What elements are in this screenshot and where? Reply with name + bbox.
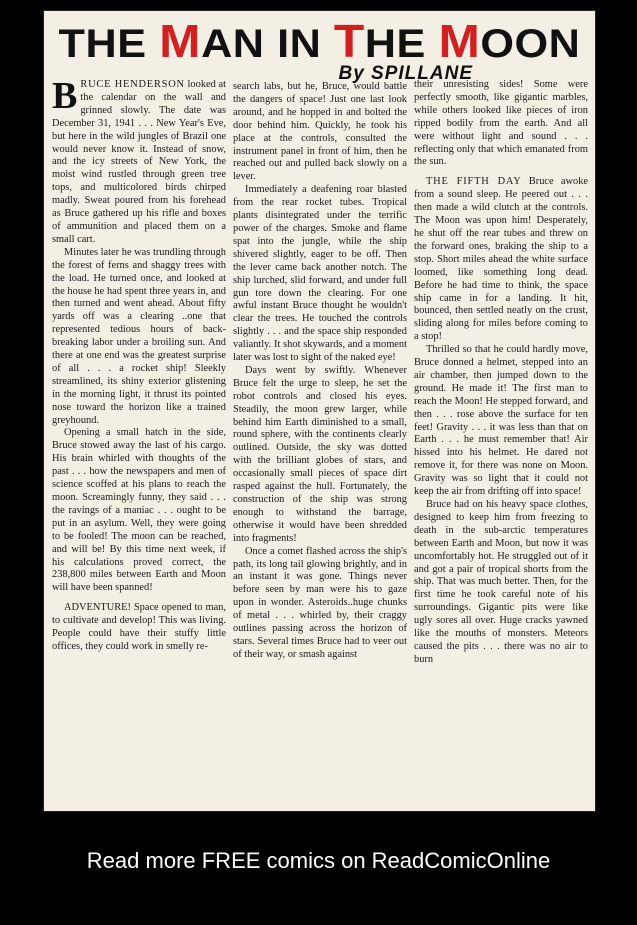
paragraph: Days went by swiftly. Whenever Bruce felt the urge to sleep, he set the robot controls and closed his eyes. Steadily, the moon grew larger, while behind him Earth diminished to a small, round sphere, with the continents clearly outlined. Outside, the sky was dotted with the brilliant globes of stars, and occasionally small pieces of space dirt rasped against the hull. Fortunately, the construction of the ship was strong enough to withstand the barrage, otherwise it would have been shredded into fragments!: [233, 364, 407, 544]
byline: By SPILLANE: [338, 63, 473, 84]
drop-cap: B: [52, 75, 78, 117]
paragraph: Once a comet flashed across the ship's path, its long tail glowing brightly, and in an instant it was gone. Things never before seen by man were his to gaze upon in wonder. Asteroids..huge chunks of metal . . . whirled by, their craggy outlines passing across the horizon of stars. Several times Bruce had to veer out of their way, or smash against: [233, 545, 407, 660]
paragraph: search labs, but he, Bruce, would battle the dangers of space! Just one last look around, and he hopped in and bolted the door behind him. Quickly, he took his place at the controls, consulted the instrument panel in front of him, then he reached out and pulled back slowly on a lever.: [233, 81, 407, 183]
story-title: THE MAN IN THE MOON: [58, 15, 581, 67]
paragraph: their unresisting sides! Some were perfectly smooth, like gigantic marbles, while others looked like pieces of iron ripped bodily from the earth. And all were without light and sound . . . reflecting only that which emanated from the sun.: [414, 79, 588, 168]
text-column-1: [52, 75, 226, 654]
paragraph: THE FIFTH DAY Bruce awoke from a sound sleep. He peered out . . . then made a wild clutch at the controls. The Moon was upon him! Desperately, he shut off the rear tubes and threw on the forward ones, braking the ship to a stop. Short miles ahead the white surface loomed, like something long dead. Before he had time to think, the space ship came in for a landing. It hit, bounced, then settled neatly on the crust, sliding along for miles before coming to a stop!: [414, 176, 588, 343]
footer-banner: Read more FREE comics on ReadComicOnline: [86, 848, 551, 873]
paragraph: BRUCE HENDERSON looked at the calendar on the wall and grinned slowly. The date was December 31, 1941 . . . New Year's Eve, but here in the wild jungles of Brazil one would never know it. Instead of snow, and the icy streets of New York, the moist wind rustled through green tree tops, and multicolored birds chirped madly. Sweat poured from his forehead as Bruce gathered up his rifle and boxes of ammunition and placed them on a small cart.: [52, 75, 226, 245]
text-column-2: [233, 81, 407, 662]
paragraph: Bruce had on his heavy space clothes, designed to keep him from freezing to death in the sub-arctic temperatures between Earth and Moon, but now it was uncomfortably hot. He struggled out of it and got a pair of tropical shorts from the ship. That was much better. Then, for the first time he took careful note of his surroundings. Gigantic pits were like ugly sores all over. Huge cracks yawned like the mouths of monsters. Meteors caused the pits . . . there was no air to burn: [414, 499, 588, 665]
paragraph: Thrilled so that he could hardly move, Bruce donned a helmet, stepped into an air chamber, then jumped down to the ground. He made it! The first man to reach the Moon! He stepped forward, and then . . . rose above the surface for ten feet! Gravity . . . it was less than that on Earth . . . he must remember that! Air hissed into his helmet. He dared not remove it, for there was none on Moon. Gravity was so light that it could not keep the air from drifting off into space!: [414, 344, 588, 498]
text-column-3: [414, 79, 588, 667]
paragraph: Opening a small hatch in the side, Bruce stowed away the last of his cargo. His brain whirled with thoughts of the past . . . how the newspapers and men of science scoffed at his plans to reach the moon. Screamingly funny, they said . . . the ravings of a maniac . . . ought to be put in an asylum. Well, they were going to be fooled! The moon can be reached, and will be! By this time next week, if his calculations proved correct, the 238,800 miles between Earth and Moon will have been spanned!: [52, 427, 226, 594]
paragraph: Minutes later he was trundling through the forest of ferns and shaggy trees with the load. He turned once, and looked at the house he had spent three years in, and then turned and went ahead. About fifty yards off was a clearing ..one that represented tedious hours of back-breaking labor under a broiling sun. And there at one end was the greatest surprise of all . . . a rocket ship! Sleekly streamlined, its shiny exterior glistening in the morning light, it thrust its pointed nose toward the horizon like a trained greyhound.: [52, 246, 226, 426]
paragraph: ADVENTURE! Space opened to man, to cultivate and develop! This was living. People could have their stuffy little offices, they could work in smelly re-: [52, 602, 226, 652]
paragraph: Immediately a deafening roar blasted from the rear rocket tubes. Tropical plants disintegrated under the terrific power of the charges. Smoke and flame spat into the jungle, while the ship shivered slightly, eager to be off. Then the lever came back another notch. The ship lurched, slid forward, and under full gun tore down the clearing. For one awful instant Bruce thought he wouldn't clear the trees. He touched the controls slightly . . . and the space ship responded valiantly. It shot skywards, and a moment later was lost to sight of the naked eye!: [233, 184, 407, 364]
comic-page: [43, 10, 596, 812]
